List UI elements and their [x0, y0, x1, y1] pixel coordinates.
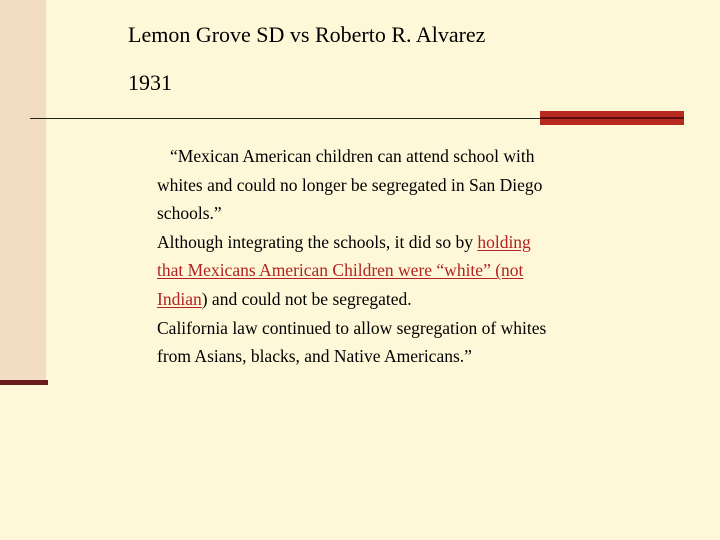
- divider-accent: [540, 111, 684, 125]
- slide-year: 1931: [128, 70, 172, 95]
- title-divider: [30, 118, 540, 119]
- slide-title: Lemon Grove SD vs Roberto R. Alvarez: [128, 22, 486, 47]
- sidebar-edge-decoration: [0, 380, 48, 385]
- sidebar-decoration: [0, 0, 46, 380]
- paragraph-integration: [157, 228, 557, 314]
- slide-body: [157, 142, 557, 371]
- paragraph-integration-tail: ) and could not be segregated.: [201, 288, 412, 309]
- white-not-indian-link[interactable]: holding that Mexicans American Children were “white” (not Indian: [157, 231, 531, 309]
- paragraph-california-law: California law continued to allow segregation of whites from Asians, blacks, and Native Americans.”: [157, 317, 547, 367]
- paragraph-ruling-quote: “Mexican American children can attend school with whites and could no longer be segregated in San Diego schools.”: [157, 146, 543, 224]
- paragraph-integration-lead: Although integrating the schools, it did so by: [157, 231, 478, 252]
